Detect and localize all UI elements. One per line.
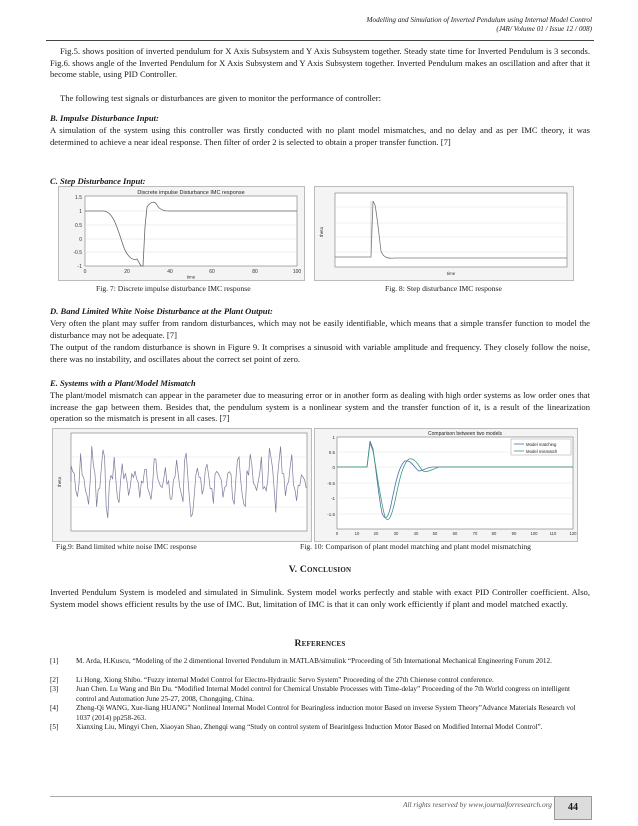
page-number: 44 — [554, 796, 592, 820]
fig7-ytick: -1 — [77, 264, 82, 270]
reference-number: [1] — [50, 657, 59, 665]
fig10-ytick: -1.5 — [327, 512, 335, 517]
figure-10-plot — [315, 429, 577, 541]
conclusion-heading — [50, 564, 590, 575]
fig10-xtick: 110 — [549, 531, 557, 536]
reference-item — [50, 676, 590, 685]
legend-label-matching: Model matching — [526, 442, 557, 447]
fig10-xtick: 10 — [354, 531, 360, 536]
fig10-xtick: 70 — [472, 531, 478, 536]
legend-label-mismatch: Model mismatch — [526, 449, 558, 454]
figure-9-caption: Fig.9: Band limited white noise IMC response — [56, 542, 197, 551]
reference-number: [4] — [50, 704, 59, 713]
header-volume: (J4R/ Volume 01 / Issue 12 / 008) — [496, 25, 592, 33]
fig7-ytick: -0.5 — [73, 250, 82, 256]
running-header — [366, 16, 592, 34]
intro-paragraph: Fig.5. shows position of inverted pendulum for X Axis Subsystem and Y Axis Subsystem together. Steady state time for Inverted Pendulum is 3 seconds. Fig.6. shows angle of the Inverted Pendulum for X Axis Subsystem and Y Axis Subsystem together. Inverted Pendulum makes an oscillation and after that it become stable, using PID Controller. — [50, 46, 590, 80]
fig10-xtick: 20 — [373, 531, 379, 536]
footer-rights: All rights reserved by www.journalforresearch.org — [402, 800, 552, 809]
figure-8-caption: Fig. 8: Step disturbance IMC response — [385, 284, 502, 293]
fig10-xtick: 120 — [569, 531, 577, 536]
figure-10-caption: Fig. 10: Comparison of plant model matching and plant model mismatching — [300, 542, 531, 551]
header-title: Modelling and Simulation of Inverted Pendulum using Internal Model Control — [366, 16, 592, 24]
figure-7-title: Discrete impulse Disturbance IMC response — [137, 190, 245, 196]
reference-item — [50, 657, 590, 676]
section-e-text: The plant/model mismatch can appear in the parameter due to measuring error or in another form as dealing with high order systems as low order ones that increase the gap between them. Besides that, the pendulum system is a nonlinear system and the transfer function of it, is a result of the linearization operation so the mismatch is present in all cases. [7] — [50, 390, 590, 424]
reference-item — [50, 685, 590, 704]
section-d-text-2: The output of the random disturbance is shown in Figure 9. It comprises a sinusoid with variable amplitude and frequency. They closely follow the noise, there was no instability, and oscillates about the correct set point of zero. — [50, 342, 590, 364]
reference-number: [3] — [50, 685, 59, 694]
conclusion-title: Conclusion — [299, 564, 352, 575]
fig7-xtick: 60 — [209, 269, 215, 275]
fig7-ytick: 1 — [79, 209, 82, 215]
fig10-xtick: 60 — [452, 531, 458, 536]
fig7-xtick: 0 — [83, 269, 87, 275]
fig10-ytick: 0 — [332, 465, 335, 470]
fig7-xtick: 100 — [292, 269, 302, 275]
fig10-xtick: 0 — [335, 531, 339, 536]
fig7-xtick: 20 — [124, 269, 130, 275]
conclusion-text: Inverted Pendulum System is modeled and simulated in Simulink. System model works perfectly and stable with exact PID Controller coefficient. Also, System model shows efficient results by the use of IMC. But, limitation of IMC is that it can only work efficiently if plant and model matched exactly. — [50, 587, 590, 609]
reference-number: [5] — [50, 723, 59, 732]
fig7-xlabel: time — [186, 274, 196, 280]
references-list — [50, 657, 590, 742]
fig10-ytick: 0.5 — [328, 450, 335, 455]
fig9-ylabel: theta — [57, 476, 62, 488]
reference-text: M. Arda, H.Kuscu, “Modeling of the 2 dimentional Inverted Pendulum in MATLAB/simulink “Proceeding of 5th International Mechanical Engineering Forum 2012. — [76, 657, 552, 665]
fig10-ytick: -0.5 — [327, 481, 335, 486]
reference-number: [2] — [50, 676, 59, 684]
section-d-text: Very often the plant may suffer from random disturbances, which may not be easily identifiable, which means that a simple transfer function to model the disturbance may not be adequate. [7] — [50, 318, 590, 340]
fig10-xtick: 30 — [393, 531, 399, 536]
figure-9 — [52, 428, 312, 542]
reference-item — [50, 723, 590, 742]
section-d-title: D. Band Limited White Noise Disturbance at the Plant Output: — [50, 306, 273, 316]
reference-text: Li Hong, Xiong Shibo. “Fuzzy internal Model Control for Electro-Hydraulic Servo System” Proceeding of the 27th Chienese control conference. — [76, 676, 494, 684]
figure-10 — [314, 428, 578, 542]
fig10-xtick: 80 — [491, 531, 497, 536]
fig7-xtick: 80 — [252, 269, 258, 275]
reference-text: Xianxing Liu, Mingyi Chen, Xiaoyan Shao, Zhengqi wang “Study on control system of Bearinlgess Induction Motor Based on Modified Internal Model Control”. — [76, 723, 543, 732]
footer-rule — [50, 796, 590, 797]
section-e-title: E. Systems with a Plant/Model Mismatch — [50, 378, 196, 388]
fig10-xtick: 50 — [432, 531, 438, 536]
figure-7-plot — [59, 187, 304, 280]
reference-text: Zheng-Qi WANG, Xue-liang HUANG” Nonlineal Internal Model Control for Bearingless induction motor Based on inverse System Theory”Advance Materials Research vol 1037 (2014) pp258-263. — [76, 704, 576, 722]
header-rule — [46, 40, 594, 41]
section-b-title: B. Impulse Disturbance Input: — [50, 113, 159, 123]
figure-8-plot — [315, 187, 573, 280]
fig7-xtick: 40 — [167, 269, 173, 275]
fig8-ylabel: theta — [319, 226, 324, 238]
reference-text: Juan Chen. Lu Wang and Bin Du. “Modified Internal Model control for Chemical Unstable Processes with Time-delay” Proceeding of the 7th World congress on intelligent control and Automation June 25-27, 2008, Chongqing, China. — [76, 685, 571, 703]
reference-item — [50, 704, 590, 723]
figure-7 — [58, 186, 305, 281]
section-c-title: C. Step Disturbance Input: — [50, 176, 146, 186]
fig10-xtick: 100 — [530, 531, 538, 536]
fig10-xtick: 90 — [511, 531, 517, 536]
figure-8 — [314, 186, 574, 281]
fig10-ytick: 1 — [332, 435, 335, 440]
section-b-text: A simulation of the system using this controller was firstly conducted with no plant model mismatches, and no delay and as per IMC theory, it was determined to achieve a near ideal response. Then filter of order 2 is selected to obtain a proper transfer function. [7] — [50, 125, 590, 147]
fig7-ytick: 0.5 — [75, 223, 82, 229]
fig7-ytick: 0 — [79, 237, 82, 243]
fig8-xlabel: time — [446, 271, 456, 276]
fig10-xtick: 40 — [413, 531, 419, 536]
intro-paragraph-2: The following test signals or disturbances are given to monitor the performance of controller: — [60, 93, 381, 103]
fig10-ytick: -1 — [330, 496, 335, 501]
figure-7-caption: Fig. 7: Discrete impulse disturbance IMC response — [96, 284, 251, 293]
figure-9-plot — [53, 429, 311, 541]
references-heading: References — [294, 638, 346, 649]
fig7-ytick: 1.5 — [75, 195, 82, 201]
figure-10-title: Comparison between two models — [428, 431, 502, 437]
conclusion-number: V. — [288, 564, 298, 575]
